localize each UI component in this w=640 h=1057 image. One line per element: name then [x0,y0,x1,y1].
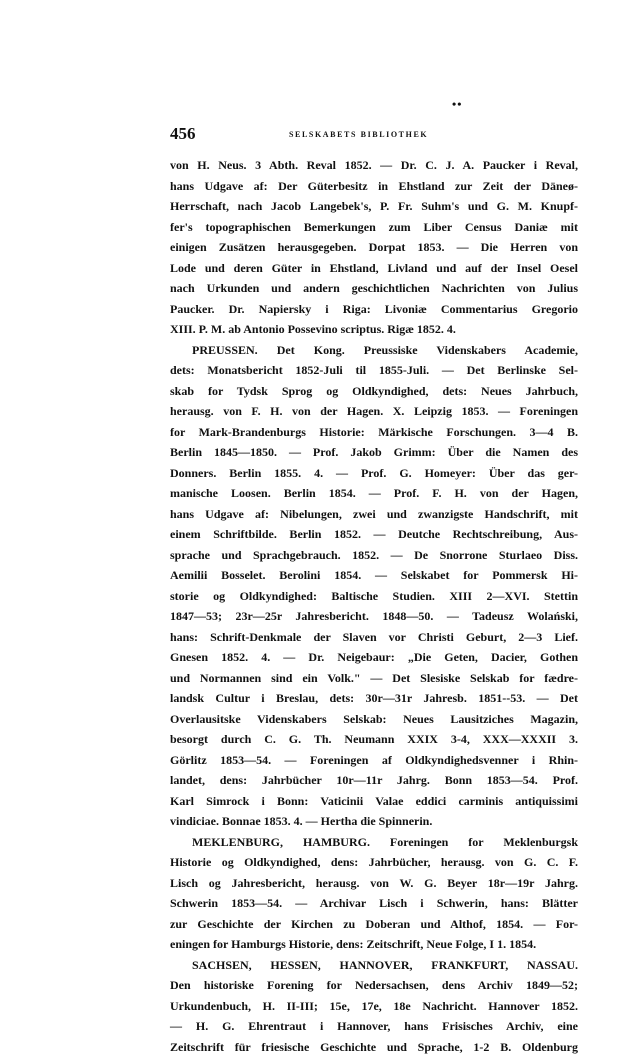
text-line: Donners. Berlin 1855. 4. — Prof. G. Homeyer: Über das ger- [170,463,578,484]
text-line: einigen Zusätzen herausgegeben. Dorpat 1853. — Die Herren von [170,237,578,258]
text-line: und Normannen sind ein Volk." — Det Slesiske Selskab for fædre- [170,668,578,689]
text-line: SACHSEN, HESSEN, HANNOVER, FRANKFURT, NASSAU. [170,955,578,976]
text-line: dets: Monatsbericht 1852-Juli til 1855-Juli. — Det Berlinske Sel- [170,360,578,381]
text-line: Den historiske Forening for Nedersachsen, dens Archiv 1849—52; [170,975,578,996]
text-line: vindiciae. Bonnae 1853. 4. — Hertha die Spinnerin. [170,811,578,832]
body-text [170,155,578,1057]
running-title: SELSKABETS BIBLIOTHEK [289,130,428,139]
text-line: besorgt durch C. G. Th. Neumann XXIX 3-4, XXX—XXXII 3. [170,729,578,750]
text-line: Görlitz 1853—54. — Foreningen af Oldkyndighedsvenner i Rhin- [170,750,578,771]
text-line: skab for Tydsk Sprog og Oldkyndighed, dets: Neues Jahrbuch, [170,381,578,402]
text-line: zur Geschichte der Kirchen zu Doberan und Althof, 1854. — For- [170,914,578,935]
text-line: XIII. P. M. ab Antonio Possevino scriptus. Rigæ 1852. 4. [170,319,578,340]
text-line: Aemilii Bosselet. Berolini 1854. — Selskabet for Pommersk Hi- [170,565,578,586]
text-line: landsk Cultur i Breslau, dets: 30r—31r Jahresb. 1851--53. — Det [170,688,578,709]
text-line: hans Udgave af: Nibelungen, zwei und zwanzigste Handschrift, mit [170,504,578,525]
text-line: MEKLENBURG, HAMBURG. Foreningen for Meklenburgsk [170,832,578,853]
text-line: Urkundenbuch, H. II-III; 15e, 17e, 18e Nachricht. Hannover 1852. [170,996,578,1017]
text-line: fer's topographischen Bemerkungen zum Liber Census Daniæ mit [170,217,578,238]
text-line: Zeitschrift für friesische Geschichte und Sprache, 1-2 B. Oldenburg [170,1037,578,1057]
text-line: Paucker. Dr. Napiersky i Riga: Livoniæ Commentarius Gregorio [170,299,578,320]
text-line: Historie og Oldkyndighed, dens: Jahrbücher, herausg. von G. C. F. [170,852,578,873]
page-header [170,124,470,148]
text-line: — H. G. Ehrentraut i Hannover, hans Frisisches Archiv, eine [170,1016,578,1037]
text-line: eningen for Hamburgs Historie, dens: Zeitschrift, Neue Folge, I 1. 1854. [170,934,578,955]
text-line: Lode und deren Güter in Ehstland, Livland und auf der Insel Oesel [170,258,578,279]
text-line: sprache und Sprachgebrauch. 1852. — De Snorrone Sturlaeo Diss. [170,545,578,566]
text-line: Overlausitske Videnskabers Selskab: Neues Lausitziches Magazin, [170,709,578,730]
text-line: Gnesen 1852. 4. — Dr. Neigebaur: „Die Geten, Dacier, Gothen [170,647,578,668]
text-line: 1847—53; 23r—25r Jahresbericht. 1848—50. — Tadeusz Wolański, [170,606,578,627]
text-line: herausg. von F. H. von der Hagen. X. Leipzig 1853. — Foreningen [170,401,578,422]
text-line: Karl Simrock i Bonn: Vaticinii Valae eddici carminis antiquissimi [170,791,578,812]
text-line: Berlin 1845—1850. — Prof. Jakob Grimm: Über die Namen des [170,442,578,463]
text-line: einem Schriftbilde. Berlin 1852. — Deutche Rechtschreibung, Aus- [170,524,578,545]
text-line: PREUSSEN. Det Kong. Preussiske Videnskabers Academie, [170,340,578,361]
top-mark: •• [452,97,462,112]
text-line: Schwerin 1853—54. — Archivar Lisch i Schwerin, hans: Blätter [170,893,578,914]
text-line: for Mark-Brandenburgs Historie: Märkische Forschungen. 3—4 B. [170,422,578,443]
text-line: storie og Oldkyndighed: Baltische Studien. XIII 2—XVI. Stettin [170,586,578,607]
text-line: nach Urkunden und andern geschichtlichen Nachrichten von Julius [170,278,578,299]
text-line: Herrschaft, nach Jacob Langebek's, P. Fr. Suhm's und G. M. Knupf- [170,196,578,217]
text-line: von H. Neus. 3 Abth. Reval 1852. — Dr. C. J. A. Paucker i Reval, [170,155,578,176]
page-number: 456 [170,124,196,144]
text-line: hans Udgave af: Der Güterbesitz in Ehstland zur Zeit der Däneø- [170,176,578,197]
text-line: landet, dens: Jahrbücher 10r—11r Jahrg. Bonn 1853—54. Prof. [170,770,578,791]
text-line: hans: Schrift-Denkmale der Slaven vor Christi Geburt, 2—3 Lief. [170,627,578,648]
text-line: Lisch og Jahresbericht, herausg. von W. G. Beyer 18r—19r Jahrg. [170,873,578,894]
text-line: manische Loosen. Berlin 1854. — Prof. F. H. von der Hagen, [170,483,578,504]
